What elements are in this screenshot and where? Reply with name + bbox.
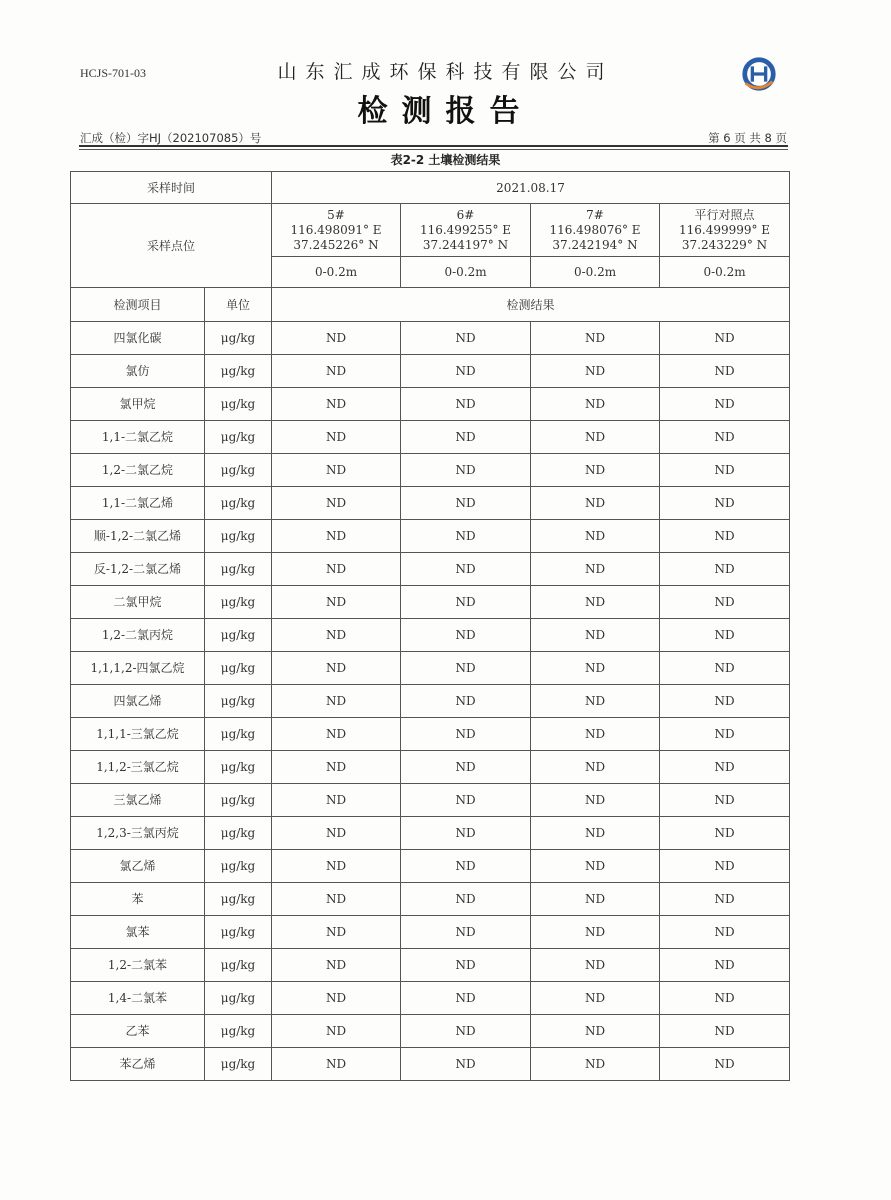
point-longitude: 116.499999° E bbox=[678, 222, 771, 237]
company-name: 山东汇成环保科技有限公司 bbox=[277, 61, 614, 83]
result-cell: ND bbox=[401, 1048, 531, 1081]
test-item: 顺-1,2-二氯乙烯 bbox=[71, 520, 205, 553]
result-cell: ND bbox=[660, 916, 790, 949]
result-cell: ND bbox=[531, 619, 660, 652]
table-row bbox=[71, 718, 790, 751]
table-row bbox=[71, 454, 790, 487]
unit-cell: μg/kg bbox=[205, 520, 272, 553]
result-cell: ND bbox=[531, 355, 660, 388]
sampling-point-5 bbox=[272, 204, 401, 257]
test-item: 苯 bbox=[71, 883, 205, 916]
result-cell: ND bbox=[531, 982, 660, 1015]
result-cell: ND bbox=[531, 784, 660, 817]
point-name: 5# bbox=[327, 207, 345, 222]
test-item: 氯苯 bbox=[71, 916, 205, 949]
result-cell: ND bbox=[272, 388, 401, 421]
result-cell: ND bbox=[272, 883, 401, 916]
table-row bbox=[71, 586, 790, 619]
point-longitude: 116.498091° E bbox=[290, 222, 382, 237]
result-cell: ND bbox=[531, 817, 660, 850]
result-cell: ND bbox=[401, 586, 531, 619]
company-logo-icon bbox=[740, 55, 778, 93]
result-cell: ND bbox=[531, 322, 660, 355]
header-divider bbox=[79, 145, 788, 147]
result-cell: ND bbox=[531, 718, 660, 751]
document-code: HCJS-701-03 bbox=[80, 66, 147, 80]
table-row bbox=[71, 322, 790, 355]
unit-cell: μg/kg bbox=[205, 685, 272, 718]
result-cell: ND bbox=[272, 685, 401, 718]
result-cell: ND bbox=[272, 718, 401, 751]
test-item: 1,2-二氯丙烷 bbox=[71, 619, 205, 652]
unit-cell: μg/kg bbox=[205, 553, 272, 586]
result-cell: ND bbox=[660, 982, 790, 1015]
unit-cell: μg/kg bbox=[205, 322, 272, 355]
table-row bbox=[71, 751, 790, 784]
result-cell: ND bbox=[660, 1015, 790, 1048]
column-header-item: 检测项目 bbox=[71, 288, 205, 322]
unit-cell: μg/kg bbox=[205, 817, 272, 850]
test-item: 二氯甲烷 bbox=[71, 586, 205, 619]
result-cell: ND bbox=[660, 487, 790, 520]
point-name: 6# bbox=[456, 207, 475, 222]
result-cell: ND bbox=[401, 718, 531, 751]
result-cell: ND bbox=[272, 1015, 401, 1048]
sampling-depth: 0-0.2m bbox=[401, 257, 531, 288]
result-cell: ND bbox=[531, 751, 660, 784]
sampling-depth: 0-0.2m bbox=[272, 257, 401, 288]
table-row bbox=[71, 388, 790, 421]
table-row bbox=[71, 553, 790, 586]
result-cell: ND bbox=[401, 553, 531, 586]
result-cell: ND bbox=[660, 619, 790, 652]
result-cell: ND bbox=[531, 586, 660, 619]
table-row bbox=[71, 355, 790, 388]
table-row bbox=[71, 520, 790, 553]
test-item: 1,2,3-三氯丙烷 bbox=[71, 817, 205, 850]
table-row bbox=[71, 619, 790, 652]
result-cell: ND bbox=[401, 421, 531, 454]
result-cell: ND bbox=[401, 652, 531, 685]
test-item: 1,1-二氯乙烯 bbox=[71, 487, 205, 520]
result-cell: ND bbox=[401, 388, 531, 421]
unit-cell: μg/kg bbox=[205, 388, 272, 421]
sampling-time-row bbox=[71, 172, 790, 204]
result-cell: ND bbox=[660, 322, 790, 355]
unit-cell: μg/kg bbox=[205, 619, 272, 652]
test-item: 氯甲烷 bbox=[71, 388, 205, 421]
unit-cell: μg/kg bbox=[205, 949, 272, 982]
table-row bbox=[71, 685, 790, 718]
sampling-point-row bbox=[71, 204, 790, 257]
test-item: 1,1,2-三氯乙烷 bbox=[71, 751, 205, 784]
result-cell: ND bbox=[531, 388, 660, 421]
result-cell: ND bbox=[272, 784, 401, 817]
result-cell: ND bbox=[401, 1015, 531, 1048]
result-cell: ND bbox=[660, 388, 790, 421]
unit-cell: μg/kg bbox=[205, 652, 272, 685]
unit-cell: μg/kg bbox=[205, 850, 272, 883]
result-cell: ND bbox=[660, 949, 790, 982]
unit-cell: μg/kg bbox=[205, 1048, 272, 1081]
unit-cell: μg/kg bbox=[205, 916, 272, 949]
result-cell: ND bbox=[660, 883, 790, 916]
column-header-row bbox=[71, 288, 790, 322]
point-longitude: 116.498076° E bbox=[549, 222, 641, 237]
page-indicator: 第 6 页 共 8 页 bbox=[708, 131, 787, 145]
result-cell: ND bbox=[660, 1048, 790, 1081]
result-cell: ND bbox=[401, 949, 531, 982]
result-cell: ND bbox=[660, 586, 790, 619]
result-cell: ND bbox=[531, 454, 660, 487]
soil-results-table bbox=[70, 171, 790, 1081]
result-cell: ND bbox=[272, 487, 401, 520]
unit-cell: μg/kg bbox=[205, 751, 272, 784]
result-cell: ND bbox=[401, 982, 531, 1015]
sampling-time-label: 采样时间 bbox=[71, 172, 272, 204]
result-cell: ND bbox=[531, 883, 660, 916]
unit-cell: μg/kg bbox=[205, 421, 272, 454]
result-cell: ND bbox=[660, 454, 790, 487]
header-divider-thin bbox=[79, 149, 788, 150]
result-cell: ND bbox=[272, 949, 401, 982]
point-name: 平行对照点 bbox=[694, 207, 755, 222]
result-cell: ND bbox=[272, 850, 401, 883]
sampling-point-control bbox=[660, 204, 790, 257]
table-row bbox=[71, 652, 790, 685]
result-cell: ND bbox=[401, 685, 531, 718]
result-cell: ND bbox=[531, 850, 660, 883]
result-cell: ND bbox=[660, 718, 790, 751]
result-cell: ND bbox=[660, 685, 790, 718]
unit-cell: μg/kg bbox=[205, 982, 272, 1015]
sampling-depth: 0-0.2m bbox=[660, 257, 790, 288]
table-row bbox=[71, 1015, 790, 1048]
result-cell: ND bbox=[531, 1015, 660, 1048]
result-cell: ND bbox=[531, 421, 660, 454]
table-row bbox=[71, 817, 790, 850]
test-item: 反-1,2-二氯乙烯 bbox=[71, 553, 205, 586]
result-cell: ND bbox=[401, 454, 531, 487]
result-cell: ND bbox=[531, 520, 660, 553]
result-cell: ND bbox=[401, 322, 531, 355]
table-row bbox=[71, 982, 790, 1015]
test-item: 1,1,1,2-四氯乙烷 bbox=[71, 652, 205, 685]
result-cell: ND bbox=[272, 916, 401, 949]
point-name: 7# bbox=[586, 207, 604, 222]
test-item: 四氯化碳 bbox=[71, 322, 205, 355]
result-cell: ND bbox=[660, 421, 790, 454]
test-item: 1,4-二氯苯 bbox=[71, 982, 205, 1015]
unit-cell: μg/kg bbox=[205, 718, 272, 751]
sampling-depth: 0-0.2m bbox=[531, 257, 660, 288]
result-cell: ND bbox=[401, 619, 531, 652]
unit-cell: μg/kg bbox=[205, 487, 272, 520]
result-cell: ND bbox=[272, 454, 401, 487]
result-cell: ND bbox=[660, 553, 790, 586]
result-cell: ND bbox=[660, 751, 790, 784]
test-item: 三氯乙烯 bbox=[71, 784, 205, 817]
column-header-result: 检测结果 bbox=[272, 288, 790, 322]
unit-cell: μg/kg bbox=[205, 454, 272, 487]
table-row bbox=[71, 487, 790, 520]
result-cell: ND bbox=[272, 421, 401, 454]
unit-cell: μg/kg bbox=[205, 586, 272, 619]
result-cell: ND bbox=[272, 619, 401, 652]
sampling-point-7 bbox=[531, 204, 660, 257]
result-cell: ND bbox=[660, 817, 790, 850]
result-cell: ND bbox=[401, 883, 531, 916]
result-cell: ND bbox=[272, 652, 401, 685]
result-cell: ND bbox=[531, 949, 660, 982]
result-cell: ND bbox=[531, 685, 660, 718]
result-cell: ND bbox=[660, 652, 790, 685]
sampling-point-label: 采样点位 bbox=[71, 204, 272, 288]
test-item: 氯乙烯 bbox=[71, 850, 205, 883]
result-cell: ND bbox=[272, 355, 401, 388]
result-cell: ND bbox=[660, 784, 790, 817]
result-cell: ND bbox=[660, 520, 790, 553]
test-item: 1,2-二氯乙烷 bbox=[71, 454, 205, 487]
test-item: 四氯乙烯 bbox=[71, 685, 205, 718]
result-cell: ND bbox=[401, 850, 531, 883]
report-number: 汇成（检）字HJ（202107085）号 bbox=[80, 131, 262, 145]
table-row bbox=[71, 916, 790, 949]
result-cell: ND bbox=[272, 982, 401, 1015]
result-cell: ND bbox=[272, 553, 401, 586]
result-cell: ND bbox=[272, 1048, 401, 1081]
point-latitude: 37.242194° N bbox=[552, 237, 638, 252]
result-cell: ND bbox=[272, 520, 401, 553]
table-row bbox=[71, 883, 790, 916]
unit-cell: μg/kg bbox=[205, 784, 272, 817]
result-cell: ND bbox=[531, 916, 660, 949]
result-cell: ND bbox=[272, 751, 401, 784]
result-cell: ND bbox=[401, 817, 531, 850]
result-cell: ND bbox=[531, 487, 660, 520]
unit-cell: μg/kg bbox=[205, 883, 272, 916]
result-cell: ND bbox=[401, 916, 531, 949]
result-cell: ND bbox=[272, 322, 401, 355]
result-cell: ND bbox=[272, 817, 401, 850]
report-title: 检测报告 bbox=[357, 94, 534, 129]
sampling-time-value: 2021.08.17 bbox=[272, 172, 790, 204]
point-longitude: 116.499255° E bbox=[419, 222, 512, 237]
result-cell: ND bbox=[401, 487, 531, 520]
column-header-unit: 单位 bbox=[205, 288, 272, 322]
point-latitude: 37.245226° N bbox=[293, 237, 379, 252]
result-cell: ND bbox=[401, 751, 531, 784]
result-cell: ND bbox=[272, 586, 401, 619]
sampling-point-6 bbox=[401, 204, 531, 257]
test-item: 1,1,1-三氯乙烷 bbox=[71, 718, 205, 751]
point-latitude: 37.244197° N bbox=[422, 237, 509, 252]
table-row bbox=[71, 850, 790, 883]
unit-cell: μg/kg bbox=[205, 1015, 272, 1048]
point-latitude: 37.243229° N bbox=[681, 237, 768, 252]
result-cell: ND bbox=[660, 850, 790, 883]
table-caption: 表2-2 土壤检测结果 bbox=[390, 153, 501, 167]
result-cell: ND bbox=[401, 784, 531, 817]
test-item: 乙苯 bbox=[71, 1015, 205, 1048]
result-cell: ND bbox=[401, 355, 531, 388]
table-row bbox=[71, 1048, 790, 1081]
table-row bbox=[71, 949, 790, 982]
result-cell: ND bbox=[401, 520, 531, 553]
unit-cell: μg/kg bbox=[205, 355, 272, 388]
result-cell: ND bbox=[531, 652, 660, 685]
table-row bbox=[71, 421, 790, 454]
test-item: 1,1-二氯乙烷 bbox=[71, 421, 205, 454]
result-cell: ND bbox=[531, 553, 660, 586]
result-cell: ND bbox=[531, 1048, 660, 1081]
test-item: 氯仿 bbox=[71, 355, 205, 388]
table-row bbox=[71, 784, 790, 817]
test-item: 1,2-二氯苯 bbox=[71, 949, 205, 982]
test-item: 苯乙烯 bbox=[71, 1048, 205, 1081]
result-cell: ND bbox=[660, 355, 790, 388]
